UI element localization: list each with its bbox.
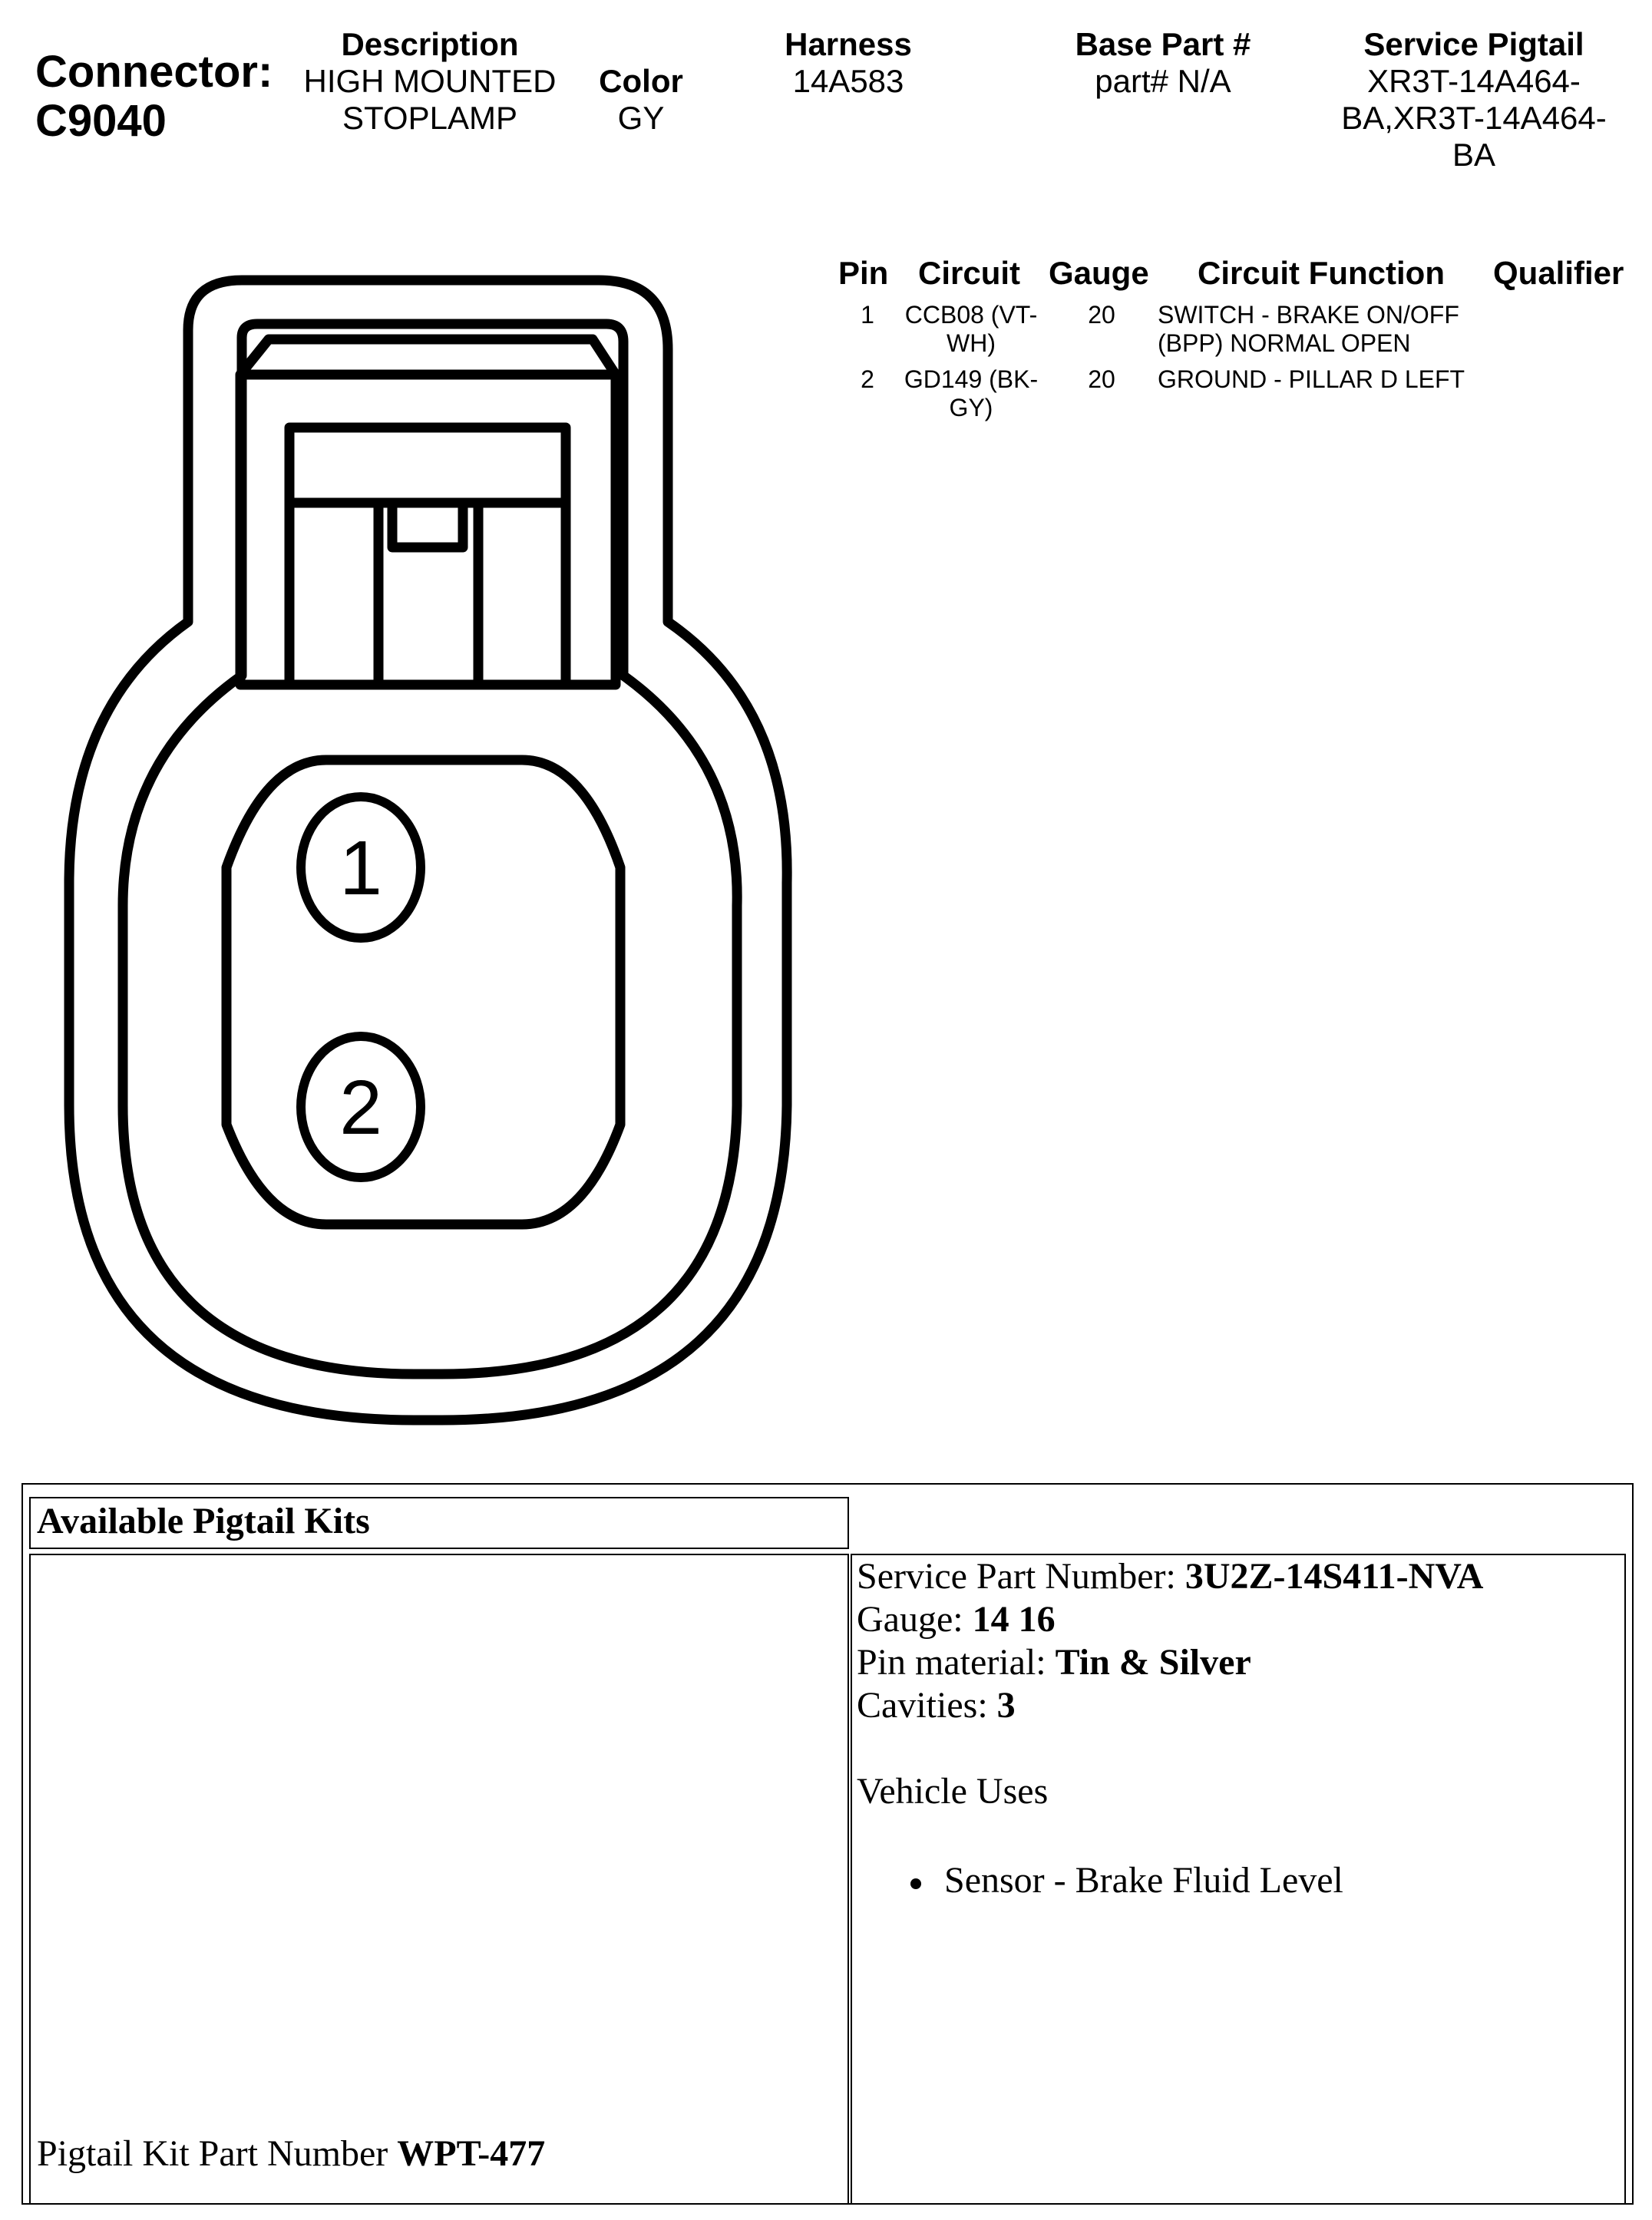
pin-column-header: Pin — [838, 255, 889, 291]
base-part-column — [1036, 26, 1290, 100]
row1-circuit-line2: WH) — [947, 329, 996, 357]
circuit-function-column-header: Circuit Function — [1198, 255, 1445, 291]
row2-function — [1158, 365, 1511, 394]
pin-1-label: 1 — [339, 825, 382, 911]
color-header: Color — [599, 63, 683, 99]
pigtail-image-cell — [29, 1554, 849, 2205]
row2-gauge: 20 — [1088, 365, 1115, 393]
harness-value: 14A583 — [792, 63, 904, 99]
gauge-column-header: Gauge — [1049, 255, 1149, 291]
color-column — [568, 63, 714, 137]
service-pigtail-value-line1: XR3T-14A464- — [1367, 63, 1581, 99]
row2-circuit — [890, 365, 1052, 422]
pin-cavity-outline — [226, 760, 620, 1224]
circuit-column-header: Circuit — [918, 255, 1021, 291]
row1-circuit — [890, 301, 1052, 358]
connector-heading — [35, 48, 273, 146]
row1-function — [1158, 301, 1511, 358]
description-value-line2: STOPLAMP — [342, 100, 517, 136]
latch-tab — [378, 503, 478, 685]
pin-2-label: 2 — [339, 1065, 382, 1151]
base-part-value: part# N/A — [1095, 63, 1231, 99]
description-column — [284, 26, 576, 137]
base-part-header: Base Part # — [1075, 26, 1251, 62]
color-value: GY — [617, 100, 665, 136]
row2-pin: 2 — [861, 365, 874, 393]
row2-function-line1: GROUND - PILLAR D LEFT — [1158, 365, 1465, 393]
pigtail-kits-title: Available Pigtail Kits — [37, 1501, 370, 1541]
connector-outer-shell — [69, 280, 787, 1420]
service-part-line — [857, 1555, 1617, 1598]
kit-part-value: WPT-477 — [397, 2133, 546, 2174]
gauge-label: Gauge: — [857, 1599, 973, 1640]
service-part-value: 3U2Z-14S411-NVA — [1184, 1556, 1484, 1597]
pin-material-line — [857, 1641, 1617, 1684]
kit-part-label: Pigtail Kit Part Number — [37, 2133, 398, 2174]
pin-material-label: Pin material: — [857, 1642, 1056, 1683]
row1-gauge: 20 — [1088, 301, 1115, 329]
harness-header: Harness — [785, 26, 912, 62]
vehicle-uses-list-item — [857, 1859, 1617, 1902]
pigtail-kits-title-cell — [29, 1497, 849, 1549]
row2-circuit-line2: GY) — [949, 394, 993, 421]
pigtail-kit-part-number — [37, 2132, 545, 2175]
pin-material-value: Tin & Silver — [1055, 1642, 1251, 1683]
row1-function-line1: SWITCH - BRAKE ON/OFF — [1158, 301, 1459, 329]
cavities-label: Cavities: — [857, 1685, 997, 1726]
gauge-value: 14 16 — [972, 1599, 1056, 1640]
service-pigtail-value-line2: BA,XR3T-14A464- — [1341, 100, 1607, 136]
bullet-icon — [910, 1878, 921, 1889]
service-pigtail-header: Service Pigtail — [1363, 26, 1584, 62]
vehicle-use-text: Sensor - Brake Fluid Level — [944, 1860, 1343, 1901]
row1-pin: 1 — [861, 301, 874, 329]
harness-column — [737, 26, 960, 100]
service-pigtail-value-line3: BA — [1452, 137, 1496, 173]
service-part-label: Service Part Number: — [857, 1556, 1185, 1597]
connector-inner-shell — [123, 324, 737, 1374]
connector-face-diagram — [46, 269, 814, 1443]
latch-housing — [240, 339, 616, 685]
connector-label: Connector: — [35, 47, 273, 97]
pigtail-details-cell — [851, 1554, 1626, 2205]
row2-circuit-line1: GD149 (BK- — [904, 365, 1039, 393]
cavities-value: 3 — [996, 1685, 1016, 1726]
pigtail-details — [857, 1555, 1617, 1902]
row1-circuit-line1: CCB08 (VT- — [904, 301, 1038, 329]
connector-id: C9040 — [35, 96, 167, 146]
qualifier-column-header: Qualifier — [1493, 255, 1624, 291]
row1-function-line2: (BPP) NORMAL OPEN — [1158, 329, 1411, 357]
service-pigtail-column — [1313, 26, 1635, 173]
cavities-line — [857, 1684, 1617, 1727]
vehicle-uses-heading: Vehicle Uses — [857, 1771, 1049, 1812]
latch-inner — [289, 428, 566, 685]
gauge-line — [857, 1598, 1617, 1641]
description-header: Description — [341, 26, 519, 62]
description-value-line1: HIGH MOUNTED — [303, 63, 557, 99]
